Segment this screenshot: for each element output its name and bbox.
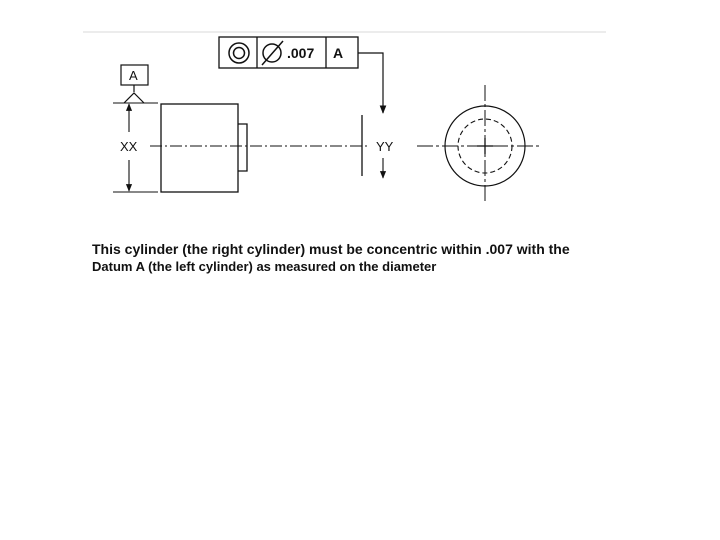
fcf-leader: [358, 53, 383, 113]
caption: [92, 240, 612, 275]
end-view: [417, 85, 542, 203]
caption-line-2: Datum A (the left cylinder) as measured on the diameter: [92, 259, 437, 274]
datum-feature-symbol: [121, 65, 148, 103]
fcf-tolerance: .007: [287, 45, 315, 61]
left-cylinder: [161, 104, 238, 192]
fcf-datum-reference: A: [333, 45, 344, 61]
dimension-yy: YY: [376, 139, 394, 154]
dimension-xx: XX: [120, 139, 138, 154]
feature-control-frame: [219, 37, 358, 68]
right-cylinder-step: [238, 124, 247, 171]
datum-triangle-icon: [124, 93, 144, 103]
caption-line-1: This cylinder (the right cylinder) must be concentric within .007 with the: [92, 241, 570, 257]
datum-label: A: [129, 68, 138, 83]
